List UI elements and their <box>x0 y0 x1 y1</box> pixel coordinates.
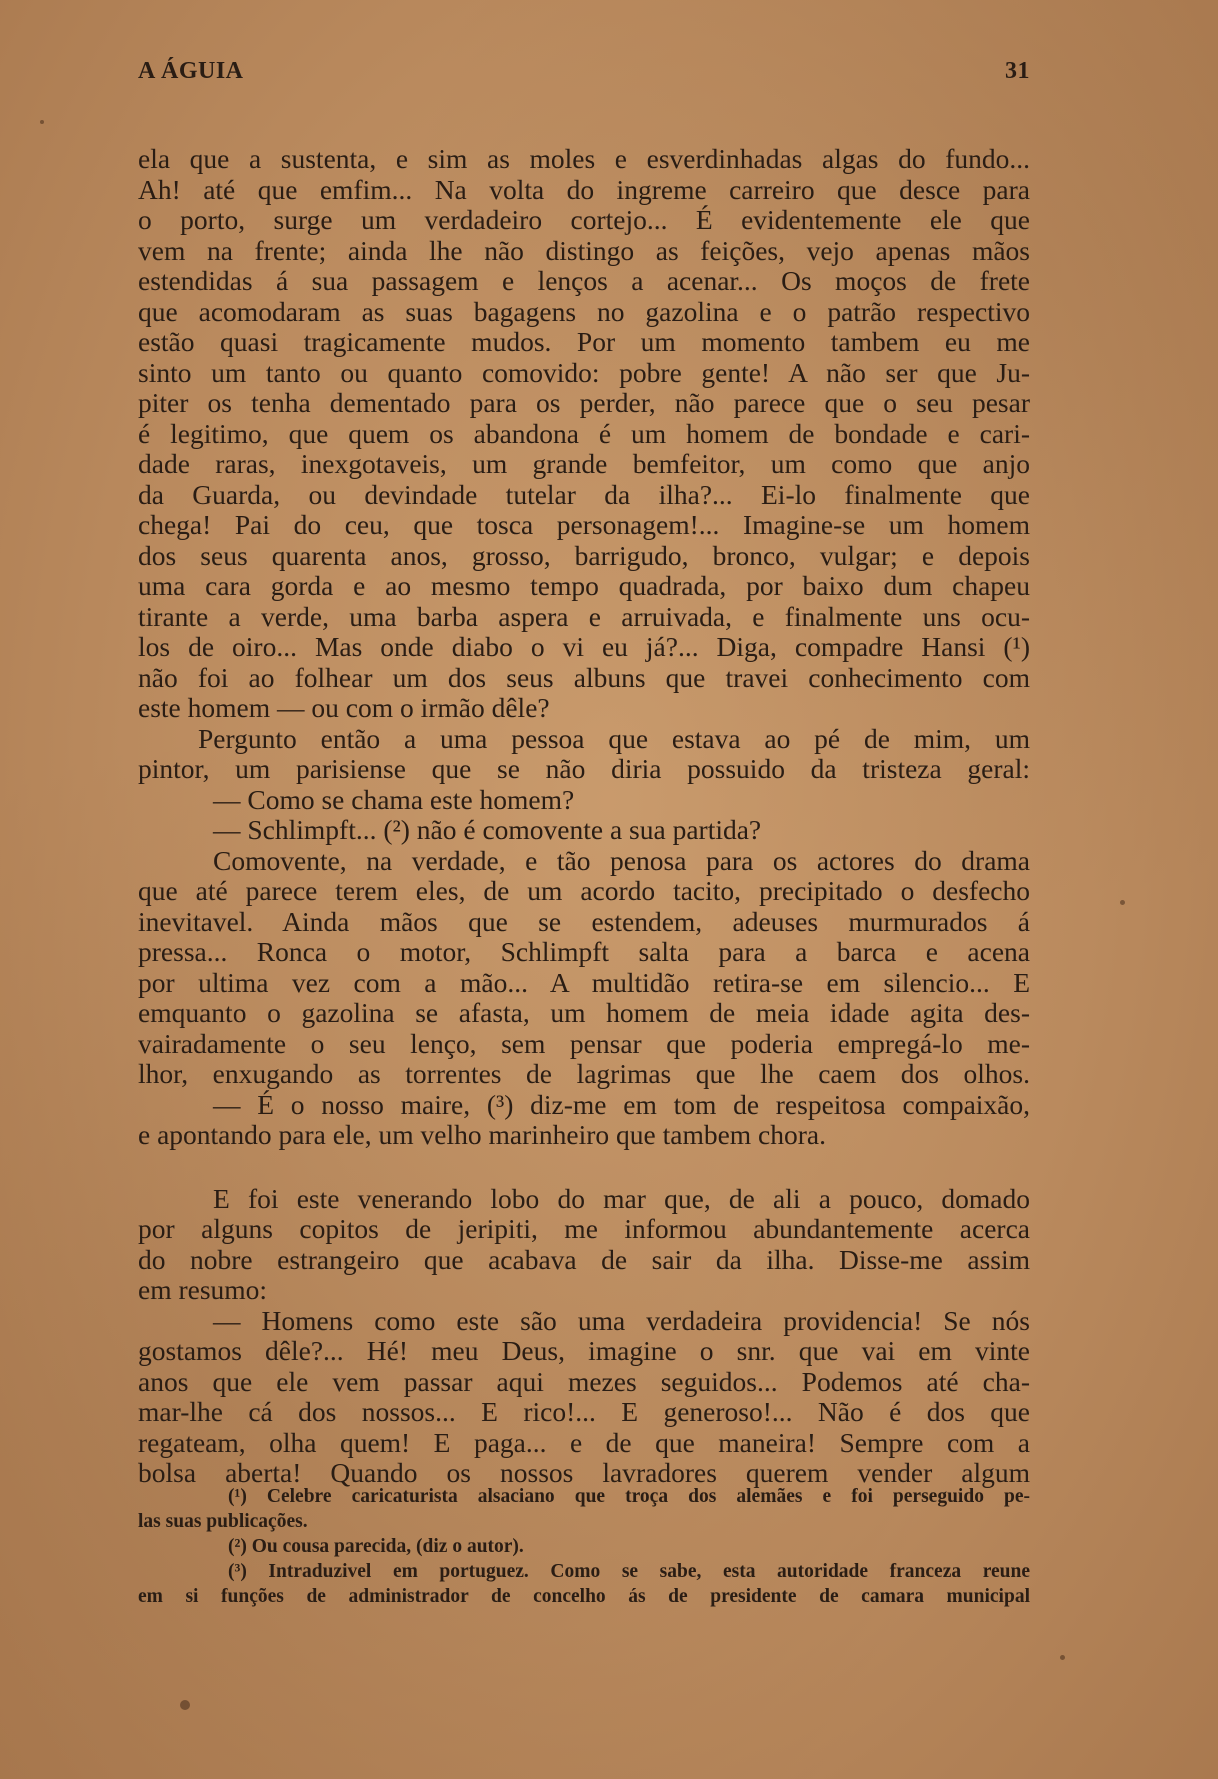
text-line: não foi ao folhear um dos seus albuns que travei conhecimento com <box>138 661 1030 693</box>
text-line: estendidas á sua passagem e lenços a acenar... Os moços de frete <box>138 265 1030 296</box>
footnote-line: (¹) Celebre caricaturista alsaciano que troça dos alemães e foi perseguido pe- <box>228 1486 1030 1507</box>
running-head <box>138 58 1030 88</box>
text-line: por alguns copitos de jeripiti, me informou abundantemente acerca <box>138 1213 1030 1244</box>
text-line: E foi este venerando lobo do mar que, de ali a pouco, domado <box>213 1182 1030 1214</box>
text-line: é legitimo, que quem os abandona é um homem de bondade e cari- <box>138 417 1030 449</box>
body-text <box>138 144 1030 1489</box>
text-line: mar-lhe cá dos nossos... E rico!... E generoso!... Não é dos que <box>138 1396 1030 1427</box>
text-line: los de oiro... Mas onde diabo o vi eu já?... Diga, compadre Hansi (¹) <box>138 631 1030 662</box>
text-line: este homem — ou com o irmão dêle? <box>138 692 550 723</box>
text-line: — É o nosso maire, (³) diz-me em tom de respeitosa compaixão, <box>213 1088 1030 1120</box>
paper-speck <box>1060 1655 1065 1660</box>
text-line: — Homens como este são uma verdadeira providencia! Se nós <box>213 1304 1030 1336</box>
text-line: bolsa aberta! Quando os nossos lavradores querem vender algum <box>138 1457 1030 1488</box>
text-line: Pergunto então a uma pessoa que estava ao pé de mim, um <box>198 722 1030 754</box>
paper-speck <box>1120 900 1125 905</box>
text-line: gostamos dêle?... Hé! meu Deus, imagine o snr. que vai em vinte <box>138 1335 1030 1366</box>
journal-title: A ÁGUIA <box>138 58 244 84</box>
text-line: — Como se chama este homem? <box>213 783 575 815</box>
footnote-line: em si funções de administrador de concelho ás de presidente de camara municipal <box>138 1586 1030 1607</box>
paper-speck <box>40 120 44 124</box>
text-line: Comovente, na verdade, e tão penosa para os actores do drama <box>213 844 1030 876</box>
text-line: dos seus quarenta anos, grosso, barrigudo, bronco, vulgar; e depois <box>138 539 1030 571</box>
text-line: uma cara gorda e ao mesmo tempo quadrada, por baixo dum chapeu <box>138 570 1030 601</box>
text-line: vem na frente; ainda lhe não distingo as feições, vejo apenas mãos <box>138 234 1030 266</box>
text-line: que até parece terem eles, de um acordo tacito, precipitado o desfecho <box>138 875 1030 906</box>
paper-speck <box>180 1700 190 1710</box>
text-line: por ultima vez com a mão... A multidão retira-se em silencio... E <box>138 966 1030 998</box>
text-line: regateam, olha quem! E paga... e de que maneira! Sempre com a <box>138 1426 1030 1458</box>
text-line: inevitavel. Ainda mãos que se estendem, adeuses murmurados á <box>138 905 1030 937</box>
page-number: 31 <box>1005 58 1030 84</box>
text-line: em resumo: <box>138 1274 268 1305</box>
text-line: que acomodaram as suas bagagens no gazolina e o patrão respectivo <box>138 295 1030 327</box>
text-line: da Guarda, ou devindade tutelar da ilha?... Ei-lo finalmente que <box>138 478 1030 510</box>
text-line: lhor, enxugando as torrentes de lagrimas que lhe caem dos olhos. <box>138 1058 1030 1089</box>
footnote-line: las suas publicações. <box>138 1511 308 1532</box>
text-line: o porto, surge um verdadeiro cortejo... É evidentemente ele que <box>138 204 1030 235</box>
text-line: anos que ele vem passar aqui mezes seguidos... Podemos até cha- <box>138 1365 1030 1397</box>
footnote-line: (²) Ou cousa parecida, (diz o autor). <box>228 1536 524 1557</box>
text-line: — Schlimpft... (²) não é comovente a sua partida? <box>213 814 762 845</box>
text-line: pressa... Ronca o motor, Schlimpft salta para a barca e acena <box>138 936 1030 967</box>
text-line: Ah! até que emfim... Na volta do ingreme carreiro que desce para <box>138 173 1030 205</box>
text-line: dade raras, inexgotaveis, um grande bemfeitor, um como que anjo <box>138 448 1030 479</box>
paragraph-gap <box>138 1151 1030 1184</box>
text-line: tirante a verde, uma barba aspera e arruivada, e finalmente uns ocu- <box>138 600 1030 632</box>
text-line: ela que a sustenta, e sim as moles e esverdinhadas algas do fundo... <box>138 143 1030 174</box>
text-line: e apontando para ele, um velho marinheiro que tambem chora. <box>138 1119 826 1150</box>
footnotes <box>138 1484 1030 1609</box>
text-line: do nobre estrangeiro que acabava de sair da ilha. Disse-me assim <box>138 1243 1030 1275</box>
text-line: piter os tenha dementado para os perder, não parece que o seu pesar <box>138 387 1030 418</box>
text-line: pintor, um parisiense que se não diria possuido da tristeza geral: <box>138 753 1030 784</box>
footnote-line: (³) Intraduzivel em portuguez. Como se sabe, esta autoridade franceza reune <box>228 1561 1030 1582</box>
text-line: estão quasi tragicamente mudos. Por um momento tambem eu me <box>138 326 1030 357</box>
text-line: sinto um tanto ou quanto comovido: pobre gente! A não ser que Ju- <box>138 356 1030 388</box>
text-line: vairadamente o seu lenço, sem pensar que poderia empregá-lo me- <box>138 1027 1030 1059</box>
text-line: chega! Pai do ceu, que tosca personagem!... Imagine-se um homem <box>138 509 1030 540</box>
text-line: emquanto o gazolina se afasta, um homem de meia idade agita des- <box>138 997 1030 1028</box>
